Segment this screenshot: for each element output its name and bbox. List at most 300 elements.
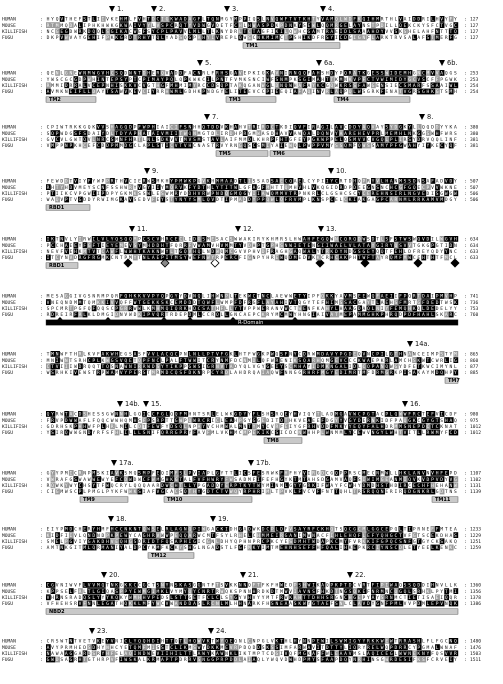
species-label: KILLIFISH: [2, 137, 27, 143]
residue-letter: H: [427, 29, 430, 35]
residue-letter: D: [408, 312, 411, 318]
residue-letter: D: [321, 477, 324, 483]
residue-letter: S: [143, 191, 146, 197]
residue-letter: R: [390, 312, 393, 318]
residue-letter: M: [211, 430, 214, 436]
residue-letter: G: [372, 83, 375, 89]
residue-letter: C: [97, 143, 100, 149]
residue-letter: N: [417, 71, 420, 77]
residue-letter: A: [381, 294, 384, 300]
residue-letter: D: [47, 35, 50, 41]
residue-letter: Q: [381, 249, 384, 255]
residue-letter: F: [317, 35, 320, 41]
residue-letter: P: [248, 71, 251, 77]
residue-letter: F: [431, 29, 434, 35]
residue-letter: G: [161, 412, 164, 418]
residue-letter: A: [294, 249, 297, 255]
residue-letter: L: [152, 143, 155, 149]
residue-letter: V: [340, 477, 343, 483]
residue-letter: H: [92, 35, 95, 41]
residue-letter: P: [83, 77, 86, 83]
residue-letter: P: [340, 352, 343, 358]
residue-letter: K: [417, 23, 420, 29]
residue-letter: C: [170, 237, 173, 243]
residue-letter: Y: [399, 364, 402, 370]
residue-letter: W: [358, 89, 361, 95]
residue-letter: V: [88, 83, 91, 89]
residue-letter: S: [138, 418, 141, 424]
exon-marker-arrow-icon: [316, 60, 322, 66]
residue-letter: M: [436, 430, 439, 436]
residue-letter: Y: [239, 243, 242, 249]
residue-letter: L: [289, 237, 292, 243]
residue-letter: R: [65, 306, 68, 312]
residue-letter: R: [79, 255, 82, 261]
residue-letter: L: [454, 364, 457, 370]
residue-letter: Q: [111, 294, 114, 300]
residue-letter: R: [216, 143, 219, 149]
residue-letter: H: [381, 191, 384, 197]
residue-letter: K: [156, 300, 159, 306]
residue-count: 634: [470, 237, 479, 243]
residue-letter: L: [257, 358, 260, 364]
residue-letter: K: [445, 185, 448, 191]
residue-letter: T: [88, 17, 91, 23]
residue-letter: S: [106, 306, 109, 312]
residue-letter: D: [248, 243, 251, 249]
residue-letter: R: [275, 358, 278, 364]
residue-letter: Y: [239, 364, 242, 370]
residue-letter: W: [60, 358, 63, 364]
residue-letter: T: [51, 364, 54, 370]
separator-colon: :: [464, 413, 467, 418]
residue-letter: V: [211, 197, 214, 203]
residue-letter: G: [243, 191, 246, 197]
residue-letter: R: [47, 23, 50, 29]
residue-letter: C: [330, 197, 333, 203]
residue-letter: Y: [253, 424, 256, 430]
residue-letter: N: [413, 352, 416, 358]
residue-letter: H: [280, 137, 283, 143]
residue-letter: D: [417, 137, 420, 143]
residue-letter: G: [147, 83, 150, 89]
residue-letter: N: [257, 83, 260, 89]
residue-letter: Q: [330, 83, 333, 89]
residue-letter: S: [179, 35, 182, 41]
residue-letter: S: [152, 179, 155, 185]
residue-letter: A: [395, 89, 398, 95]
residue-letter: Q: [326, 237, 329, 243]
residue-count: 381: [470, 143, 479, 149]
residue-letter: D: [335, 249, 338, 255]
residue-letter: G: [161, 477, 164, 483]
residue-letter: N: [385, 191, 388, 197]
residue-letter: I: [248, 179, 251, 185]
exon-marker-arrow-icon: [204, 114, 210, 120]
residue-letter: E: [285, 424, 288, 430]
residue-letter: Y: [47, 430, 50, 436]
residue-letter: Q: [156, 35, 159, 41]
residue-letter: K: [152, 249, 155, 255]
residue-letter: M: [234, 17, 237, 23]
residue-letter: P: [92, 358, 95, 364]
residue-letter: Q: [253, 370, 256, 376]
residue-letter: R: [422, 137, 425, 143]
residue-letter: R: [115, 294, 118, 300]
residue-letter: G: [216, 471, 219, 477]
residue-letter: L: [454, 83, 457, 89]
residue-letter: W: [170, 89, 173, 95]
separator-colon: :: [40, 84, 43, 89]
residue-letter: E: [395, 306, 398, 312]
residue-letter: A: [207, 306, 210, 312]
residue-letter: H: [239, 370, 242, 376]
exon-marker-label: 10.: [336, 167, 347, 175]
residue-letter: Y: [330, 143, 333, 149]
residue-letter: A: [344, 306, 347, 312]
residue-letter: V: [321, 143, 324, 149]
residue-letter: H: [308, 430, 311, 436]
exon-marker-label: 14a.: [415, 340, 430, 348]
residue-count: 506: [470, 197, 479, 203]
residue-letter: D: [69, 185, 72, 191]
residue-letter: S: [427, 23, 430, 29]
residue-letter: P: [152, 294, 155, 300]
residue-letter: Y: [358, 191, 361, 197]
residue-letter: Q: [88, 364, 91, 370]
residue-letter: Q: [344, 237, 347, 243]
residue-letter: K: [317, 255, 320, 261]
residue-letter: K: [262, 352, 265, 358]
residue-letter: H: [372, 312, 375, 318]
residue-letter: M: [381, 143, 384, 149]
residue-letter: P: [193, 179, 196, 185]
residue-letter: W: [436, 358, 439, 364]
residue-letter: T: [120, 255, 123, 261]
residue-letter: F: [106, 185, 109, 191]
residue-letter: M: [349, 294, 352, 300]
residue-letter: K: [120, 471, 123, 477]
residue-letter: K: [129, 89, 132, 95]
separator-colon: :: [40, 198, 43, 203]
residue-letter: T: [138, 71, 141, 77]
residue-letter: N: [395, 477, 398, 483]
residue-letter: R: [198, 418, 201, 424]
residue-letter: E: [243, 71, 246, 77]
residue-letter: R: [308, 424, 311, 430]
residue-letter: C: [440, 143, 443, 149]
residue-letter: M: [445, 255, 448, 261]
residue-letter: I: [321, 312, 324, 318]
residue-letter: I: [111, 312, 114, 318]
residue-letter: T: [298, 17, 301, 23]
residue-letter: K: [134, 294, 137, 300]
separator-colon: :: [464, 478, 467, 483]
residue-letter: N: [189, 125, 192, 131]
residue-letter: W: [216, 294, 219, 300]
residue-letter: I: [56, 358, 59, 364]
residue-letter: S: [262, 471, 265, 477]
residue-letter: W: [124, 185, 127, 191]
separator-colon: :: [40, 250, 43, 255]
residue-letter: P: [166, 358, 169, 364]
residue-letter: S: [161, 300, 164, 306]
residue-letter: S: [372, 143, 375, 149]
residue-letter: Y: [225, 29, 228, 35]
residue-letter: E: [175, 300, 178, 306]
residue-letter: I: [257, 125, 260, 131]
residue-letter: E: [417, 185, 420, 191]
residue-letter: H: [106, 71, 109, 77]
residue-letter: D: [262, 249, 265, 255]
residue-letter: W: [362, 358, 365, 364]
residue-letter: N: [376, 306, 379, 312]
residue-letter: L: [202, 197, 205, 203]
residue-letter: F: [399, 255, 402, 261]
residue-letter: S: [179, 370, 182, 376]
residue-letter: R: [449, 312, 452, 318]
residue-letter: Y: [170, 179, 173, 185]
residue-letter: P: [179, 430, 182, 436]
residue-letter: V: [440, 17, 443, 23]
residue-letter: P: [51, 306, 54, 312]
residue-letter: M: [79, 300, 82, 306]
residue-letter: M: [170, 83, 173, 89]
residue-letter: T: [211, 352, 214, 358]
species-label: KILLIFISH: [2, 249, 27, 255]
residue-letter: D: [349, 125, 352, 131]
residue-letter: Q: [294, 125, 297, 131]
residue-letter: C: [134, 143, 137, 149]
residue-letter: L: [189, 477, 192, 483]
residue-letter: V: [88, 137, 91, 143]
residue-letter: D: [436, 370, 439, 376]
residue-letter: A: [221, 237, 224, 243]
residue-letter: F: [230, 77, 233, 83]
residue-letter: K: [358, 17, 361, 23]
residue-letter: A: [449, 424, 452, 430]
residue-letter: W: [51, 77, 54, 83]
residue-letter: D: [234, 364, 237, 370]
residue-letter: A: [74, 23, 77, 29]
residue-letter: R: [166, 430, 169, 436]
species-label: FUGU: [2, 89, 13, 95]
residue-letter: Y: [335, 418, 338, 424]
residue-letter: P: [239, 17, 242, 23]
residue-letter: E: [427, 412, 430, 418]
residue-letter: P: [362, 412, 365, 418]
residue-letter: Q: [413, 185, 416, 191]
residue-letter: G: [225, 17, 228, 23]
residue-letter: I: [65, 364, 68, 370]
residue-letter: P: [124, 255, 127, 261]
residue-count: 634: [470, 243, 479, 249]
residue-letter: G: [120, 191, 123, 197]
residue-letter: C: [207, 83, 210, 89]
residue-letter: L: [106, 237, 109, 243]
residue-letter: V: [193, 243, 196, 249]
residue-letter: W: [60, 131, 63, 137]
residue-letter: P: [317, 143, 320, 149]
species-label: HUMAN: [2, 471, 16, 477]
residue-letter: F: [431, 412, 434, 418]
residue-letter: Y: [189, 23, 192, 29]
residue-letter: E: [115, 243, 118, 249]
residue-letter: L: [454, 255, 457, 261]
residue-letter: N: [83, 471, 86, 477]
residue-letter: G: [367, 89, 370, 95]
residue-letter: R: [97, 370, 100, 376]
residue-letter: L: [390, 23, 393, 29]
residue-letter: D: [65, 179, 68, 185]
residue-letter: F: [253, 412, 256, 418]
residue-letter: M: [102, 255, 105, 261]
residue-letter: I: [271, 29, 274, 35]
residue-letter: T: [97, 364, 100, 370]
residue-letter: A: [395, 358, 398, 364]
residue-letter: N: [449, 249, 452, 255]
residue-letter: S: [285, 237, 288, 243]
residue-letter: T: [225, 364, 228, 370]
residue-letter: I: [381, 243, 384, 249]
residue-letter: D: [88, 197, 91, 203]
residue-letter: Y: [362, 424, 365, 430]
residue-letter: N: [156, 249, 159, 255]
residue-letter: A: [294, 89, 297, 95]
residue-letter: A: [115, 125, 118, 131]
residue-letter: T: [138, 249, 141, 255]
residue-letter: M: [266, 185, 269, 191]
residue-letter: M: [408, 83, 411, 89]
residue-letter: N: [449, 364, 452, 370]
residue-count: 254: [470, 89, 479, 95]
residue-letter: Q: [211, 17, 214, 23]
residue-letter: R: [74, 83, 77, 89]
residue-letter: D: [431, 125, 434, 131]
residue-letter: R: [56, 477, 59, 483]
residue-letter: G: [170, 294, 173, 300]
residue-letter: L: [431, 17, 434, 23]
residue-letter: A: [243, 237, 246, 243]
residue-letter: Y: [404, 77, 407, 83]
residue-letter: E: [454, 185, 457, 191]
residue-letter: V: [294, 17, 297, 23]
residue-letter: I: [436, 364, 439, 370]
residue-letter: M: [60, 306, 63, 312]
residue-letter: R: [161, 89, 164, 95]
residue-letter: G: [454, 35, 457, 41]
residue-letter: C: [454, 312, 457, 318]
residue-letter: S: [106, 125, 109, 131]
residue-letter: K: [79, 249, 82, 255]
residue-letter: A: [404, 17, 407, 23]
residue-letter: C: [340, 237, 343, 243]
residue-letter: R: [372, 191, 375, 197]
residue-letter: M: [335, 430, 338, 436]
residue-letter: P: [143, 77, 146, 83]
residue-count: 760: [470, 312, 479, 318]
residue-letter: W: [97, 179, 100, 185]
residue-letter: L: [221, 137, 224, 143]
residue-letter: H: [83, 358, 86, 364]
residue-letter: S: [179, 471, 182, 477]
residue-letter: L: [395, 471, 398, 477]
residue-letter: M: [221, 424, 224, 430]
residue-letter: F: [179, 125, 182, 131]
residue-letter: F: [92, 243, 95, 249]
residue-letter: H: [326, 306, 329, 312]
residue-letter: K: [317, 306, 320, 312]
residue-letter: D: [143, 197, 146, 203]
residue-letter: I: [184, 83, 187, 89]
residue-letter: Q: [134, 471, 137, 477]
residue-letter: G: [239, 143, 242, 149]
residue-letter: M: [440, 197, 443, 203]
residue-letter: R: [143, 364, 146, 370]
residue-letter: W: [147, 364, 150, 370]
residue-letter: T: [321, 249, 324, 255]
residue-letter: G: [294, 370, 297, 376]
residue-letter: L: [88, 418, 91, 424]
residue-letter: H: [79, 424, 82, 430]
residue-letter: A: [234, 125, 237, 131]
residue-letter: P: [88, 471, 91, 477]
residue-letter: K: [294, 23, 297, 29]
residue-letter: A: [308, 83, 311, 89]
residue-letter: W: [216, 249, 219, 255]
residue-letter: M: [317, 352, 320, 358]
residue-letter: Q: [303, 358, 306, 364]
residue-letter: M: [404, 300, 407, 306]
residue-letter: P: [404, 294, 407, 300]
residue-letter: F: [289, 471, 292, 477]
residue-letter: N: [69, 71, 72, 77]
residue-letter: Q: [56, 17, 59, 23]
residue-letter: V: [97, 125, 100, 131]
residue-letter: I: [106, 471, 109, 477]
residue-letter: P: [266, 89, 269, 95]
residue-letter: R: [124, 306, 127, 312]
residue-letter: R: [166, 237, 169, 243]
residue-letter: S: [298, 358, 301, 364]
residue-letter: A: [257, 370, 260, 376]
residue-letter: Y: [92, 197, 95, 203]
residue-letter: I: [74, 89, 77, 95]
residue-letter: T: [399, 237, 402, 243]
residue-letter: L: [271, 83, 274, 89]
residue-letter: H: [166, 89, 169, 95]
residue-letter: P: [362, 179, 365, 185]
residue-letter: L: [234, 35, 237, 41]
residue-letter: M: [399, 477, 402, 483]
residue-letter: T: [289, 191, 292, 197]
residue-letter: L: [230, 89, 233, 95]
residue-letter: M: [120, 243, 123, 249]
residue-letter: T: [138, 137, 141, 143]
residue-letter: C: [51, 29, 54, 35]
residue-letter: R: [92, 255, 95, 261]
residue-letter: D: [129, 35, 132, 41]
residue-letter: Q: [102, 418, 105, 424]
residue-letter: T: [207, 29, 210, 35]
residue-letter: M: [266, 35, 269, 41]
residue-letter: K: [257, 430, 260, 436]
residue-letter: W: [230, 477, 233, 483]
exon-marker-label: 6a.: [324, 59, 334, 67]
residue-letter: Y: [427, 249, 430, 255]
residue-letter: D: [330, 412, 333, 418]
residue-letter: Q: [202, 125, 205, 131]
